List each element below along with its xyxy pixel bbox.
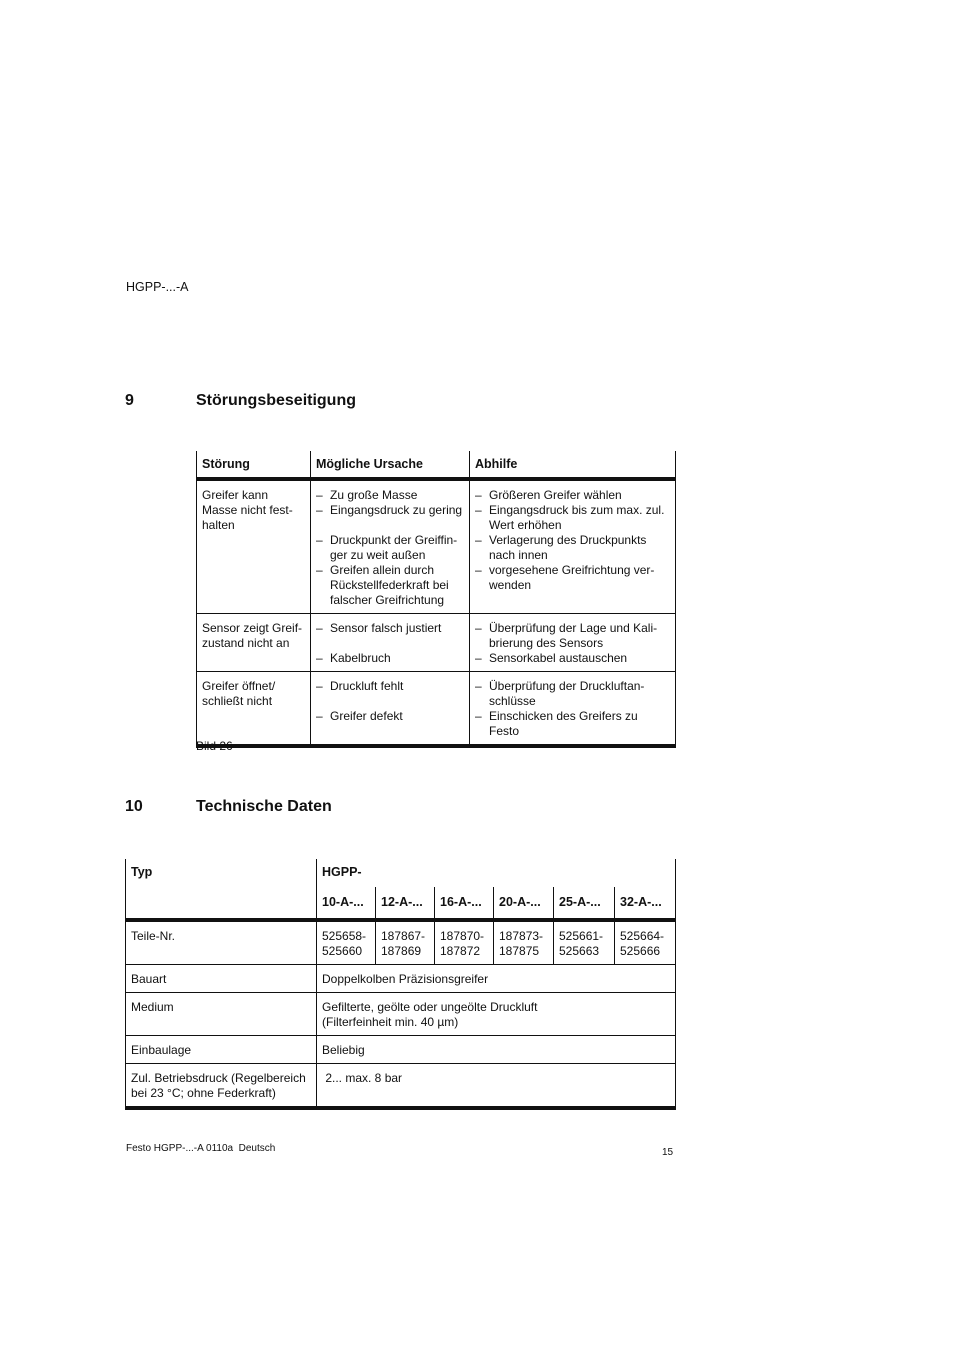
section-10-number: 10 xyxy=(125,798,143,815)
list-item: – Greifer defekt xyxy=(316,709,464,724)
table-row xyxy=(126,993,676,1036)
variant-header: 32-A-... xyxy=(615,887,676,920)
remedy-cell xyxy=(470,479,676,614)
fault-cell: Sensor zeigt Greif- zustand nicht an xyxy=(197,614,311,672)
list-item: – Einschicken des Greifers zu Festo xyxy=(475,709,670,739)
list-item: – Überprüfung der Lage und Kali- brierung des Sensors xyxy=(475,621,670,651)
row-label: Medium xyxy=(126,993,317,1036)
document-header: HGPP-...-A xyxy=(126,280,189,294)
column-header-remedy: Abhilfe xyxy=(470,451,676,479)
list-item: – Kabelbruch xyxy=(316,651,464,666)
part-number-cell: 187873- 187875 xyxy=(494,920,554,965)
column-header-fault: Störung xyxy=(197,451,311,479)
fault-cell: Greifer kann Masse nicht fest- halten xyxy=(197,479,311,614)
table-row xyxy=(197,479,676,614)
variant-header: 16-A-... xyxy=(435,887,494,920)
list-item: – Sensor falsch justiert xyxy=(316,621,464,636)
table-row xyxy=(197,672,676,747)
row-label: Zul. Betriebsdruck (Regelbereich bei 23 °C; ohne Federkraft) xyxy=(126,1064,317,1109)
list-item: – Zu große Masse xyxy=(316,488,464,503)
table-row xyxy=(126,1036,676,1064)
table-row xyxy=(197,614,676,672)
remedy-cell xyxy=(470,614,676,672)
part-number-cell: 525661- 525663 xyxy=(554,920,615,965)
variant-header: 12-A-... xyxy=(376,887,435,920)
section-9-number: 9 xyxy=(125,392,134,409)
section-10-title: Technische Daten xyxy=(196,798,332,815)
part-number-cell: 187870- 187872 xyxy=(435,920,494,965)
footer-document-info: Festo HGPP-...-A 0110a Deutsch xyxy=(126,1143,276,1154)
variant-header: 20-A-... xyxy=(494,887,554,920)
type-header-row xyxy=(126,859,676,887)
type-label: Typ xyxy=(126,859,317,920)
part-number-cell: 187867- 187869 xyxy=(376,920,435,965)
list-item: – Druckluft fehlt xyxy=(316,679,464,694)
figure-caption: Bild 26 xyxy=(196,739,233,753)
column-header-cause: Mögliche Ursache xyxy=(311,451,470,479)
list-item: – Sensorkabel austauschen xyxy=(475,651,670,666)
cause-cell xyxy=(311,672,470,747)
table-row xyxy=(126,965,676,993)
list-item: – Eingangsdruck zu gering xyxy=(316,503,464,518)
troubleshooting-table xyxy=(196,451,676,748)
troubleshooting-header-row xyxy=(197,451,676,479)
row-label: Einbaulage xyxy=(126,1036,317,1064)
row-label: Bauart xyxy=(126,965,317,993)
list-item: – Eingangsdruck bis zum max. zul. Wert erhöhen xyxy=(475,503,670,533)
row-value: 2... max. 8 bar xyxy=(317,1064,676,1109)
list-item: – Druckpunkt der Greiffin- ger zu weit außen xyxy=(316,533,464,563)
cause-cell xyxy=(311,614,470,672)
variant-header: 25-A-... xyxy=(554,887,615,920)
list-item: – Verlagerung des Druckpunkts nach innen xyxy=(475,533,670,563)
fault-cell: Greifer öffnet/ schließt nicht xyxy=(197,672,311,747)
list-item: – vorgesehene Greifrichtung ver- wenden xyxy=(475,563,670,593)
page-number: 15 xyxy=(662,1147,674,1158)
type-prefix: HGPP- xyxy=(317,859,676,887)
table-row xyxy=(126,1064,676,1109)
section-9-title: Störungsbeseitigung xyxy=(196,392,356,409)
table-row xyxy=(126,920,676,965)
row-label: Teile-Nr. xyxy=(126,920,317,965)
part-number-cell: 525658- 525660 xyxy=(317,920,376,965)
row-value: Doppelkolben Präzisionsgreifer xyxy=(317,965,676,993)
list-item: – Größeren Greifer wählen xyxy=(475,488,670,503)
row-value: Gefilterte, geölte oder ungeölte Druckluft (Filterfeinheit min. 40 µm) xyxy=(317,993,676,1036)
technical-data-table xyxy=(125,859,676,1110)
list-item: – Greifen allein durch Rückstellfederkraft bei falscher Greifrichtung xyxy=(316,563,464,608)
part-number-cell: 525664- 525666 xyxy=(615,920,676,965)
list-item: – Überprüfung der Druckluftan- schlüsse xyxy=(475,679,670,709)
row-value: Beliebig xyxy=(317,1036,676,1064)
variant-header: 10-A-... xyxy=(317,887,376,920)
cause-cell xyxy=(311,479,470,614)
remedy-cell xyxy=(470,672,676,747)
